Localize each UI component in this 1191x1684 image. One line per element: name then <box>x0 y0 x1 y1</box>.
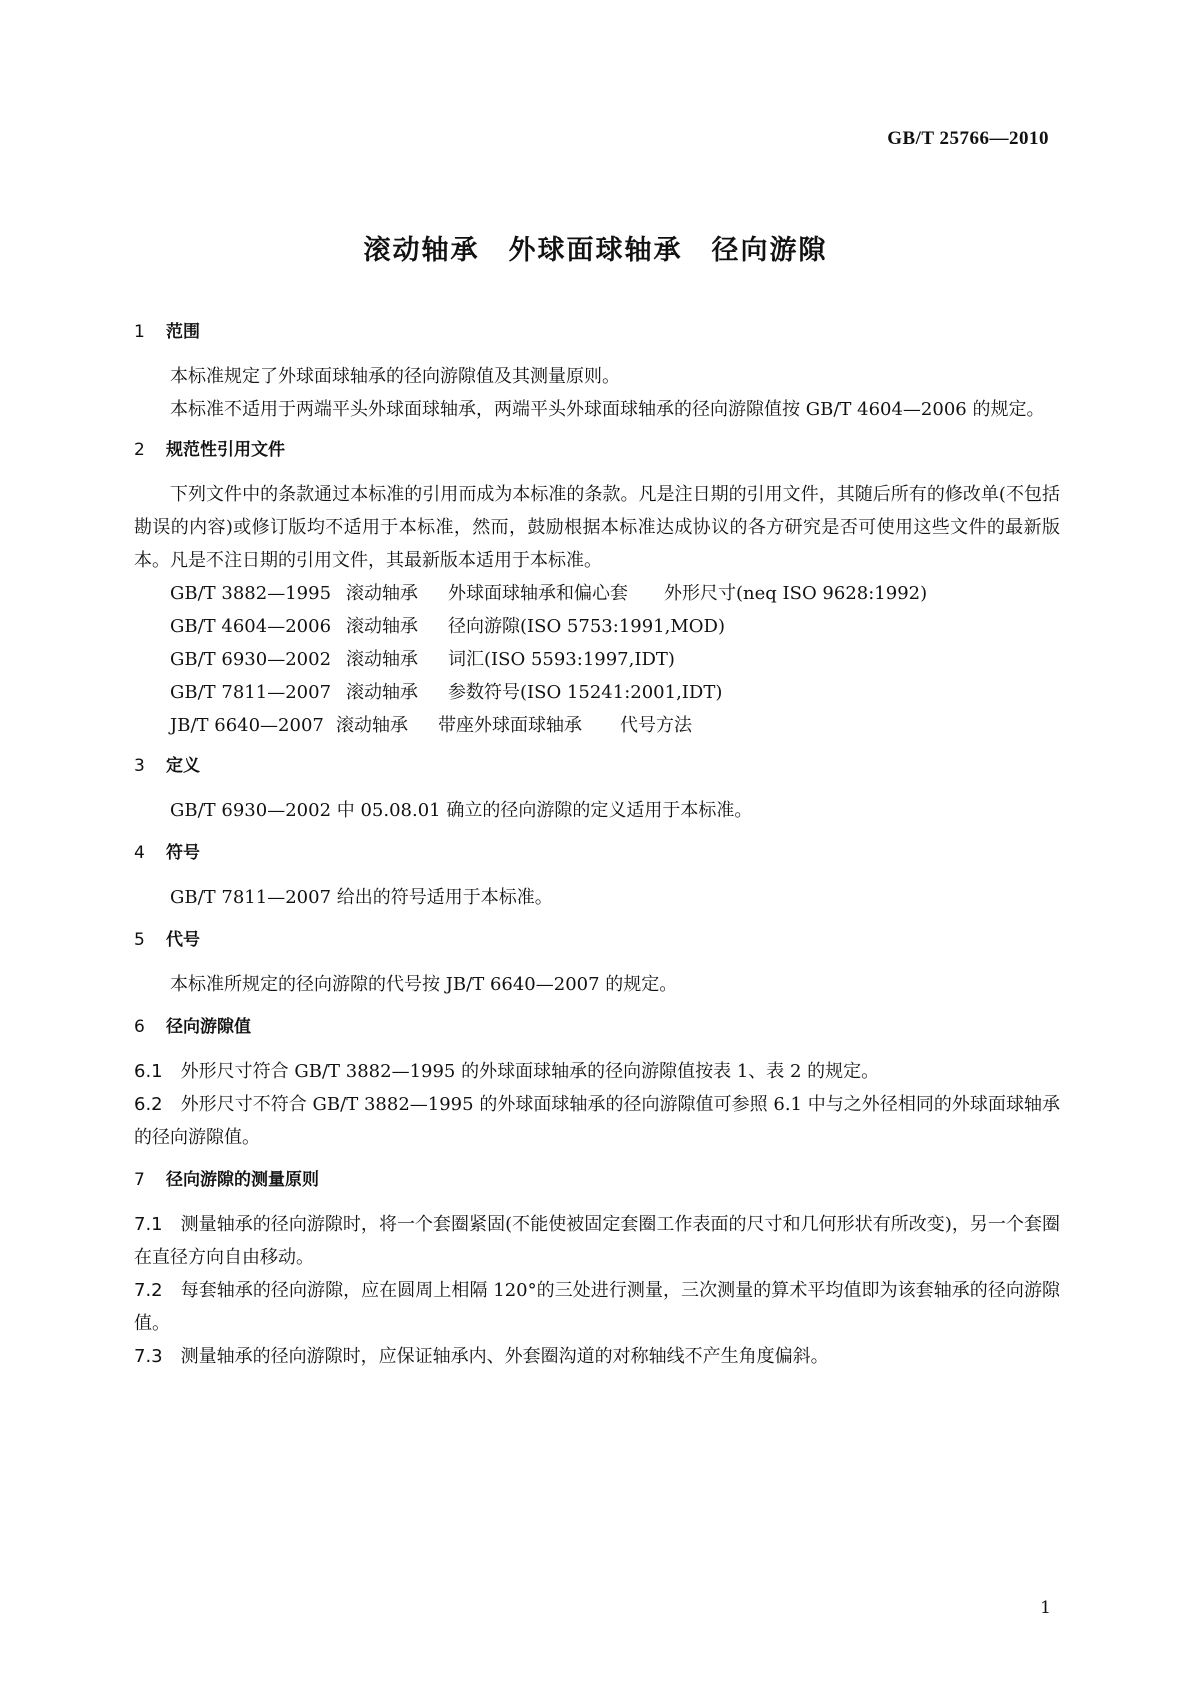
clause-7-3 <box>134 1340 1060 1373</box>
section-number: 7 <box>134 1170 145 1190</box>
paragraph: 下列文件中的条款通过本标准的引用而成为本标准的条款。凡是注日期的引用文件，其随后所有的修改单(不包括勘误的内容)或修订版均不适用于本标准，然而，鼓励根据本标准达成协议的各方研究是否可使用这些文件的最新版本。凡是不注日期的引用文件，其最新版本适用于本标准。 <box>134 484 1060 571</box>
reference-extra: 外形尺寸(neq ISO 9628:1992) <box>664 583 928 604</box>
reference-category: 滚动轴承 <box>336 715 408 736</box>
reference-item <box>134 643 1060 676</box>
section-heading-scope <box>134 318 1060 346</box>
section-heading-measurement-principles <box>134 1166 1060 1194</box>
section-title: 范围 <box>166 322 200 342</box>
reference-code: JB/T 6640—2007 <box>170 715 324 736</box>
section-heading-normative-references <box>134 436 1060 464</box>
section-title: 定义 <box>166 756 200 776</box>
reference-item <box>134 610 1060 643</box>
section-heading-radial-clearance-values <box>134 1013 1060 1041</box>
reference-extra: 代号方法 <box>620 715 692 736</box>
section-number: 5 <box>134 930 145 950</box>
reference-category: 滚动轴承 <box>346 682 418 703</box>
clause-7-2 <box>134 1274 1060 1340</box>
reference-code: GB/T 7811—2007 <box>170 682 332 703</box>
paragraph: 本标准规定了外球面球轴承的径向游隙值及其测量原则。 <box>170 366 620 387</box>
reference-category: 滚动轴承 <box>346 583 418 604</box>
clause-7-1 <box>134 1208 1060 1274</box>
section-number: 3 <box>134 756 145 776</box>
section-heading-codes <box>134 926 1060 954</box>
reference-name: 外球面球轴承和偏心套 <box>448 583 628 604</box>
reference-name: 词汇(ISO 5593:1997,IDT) <box>448 649 675 670</box>
reference-code: GB/T 3882—1995 <box>170 583 332 604</box>
section-heading-symbols <box>134 839 1060 867</box>
reference-category: 滚动轴承 <box>346 649 418 670</box>
section-number: 6 <box>134 1017 145 1037</box>
section-title: 符号 <box>166 843 200 863</box>
reference-category: 滚动轴承 <box>346 616 418 637</box>
clause-number: 7.1 <box>134 1214 163 1235</box>
document-title: 滚动轴承 外球面球轴承 径向游隙 <box>363 235 828 266</box>
reference-code: GB/T 6930—2002 <box>170 649 332 670</box>
clause-6-1 <box>134 1055 1060 1088</box>
section-number: 1 <box>134 322 145 342</box>
reference-code: GB/T 4604—2006 <box>170 616 332 637</box>
clause-number: 6.1 <box>134 1061 163 1082</box>
section-title: 径向游隙的测量原则 <box>166 1170 319 1190</box>
section-title: 代号 <box>166 930 200 950</box>
section-number: 2 <box>134 440 145 460</box>
reference-name: 径向游隙(ISO 5753:1991,MOD) <box>448 616 725 637</box>
section-title: 径向游隙值 <box>166 1017 251 1037</box>
clause-text: 测量轴承的径向游隙时，应保证轴承内、外套圈沟道的对称轴线不产生角度偏斜。 <box>180 1346 829 1367</box>
paragraph: GB/T 6930—2002 中 05.08.01 确立的径向游隙的定义适用于本标准。 <box>170 800 753 821</box>
page-number: 1 <box>1040 1598 1051 1618</box>
standard-number: GB/T 25766—2010 <box>887 128 1049 149</box>
clause-text: 每套轴承的径向游隙，应在圆周上相隔 120°的三处进行测量，三次测量的算术平均值即为该套轴承的径向游隙值。 <box>134 1280 1060 1334</box>
clause-number: 6.2 <box>134 1094 163 1115</box>
reference-item <box>134 709 1060 742</box>
paragraph: 本标准所规定的径向游隙的代号按 JB/T 6640—2007 的规定。 <box>170 974 678 995</box>
paragraph: GB/T 7811—2007 给出的符号适用于本标准。 <box>170 887 553 908</box>
clause-number: 7.2 <box>134 1280 163 1301</box>
reference-item <box>134 676 1060 709</box>
section-number: 4 <box>134 843 145 863</box>
clause-text: 外形尺寸不符合 GB/T 3882—1995 的外球面球轴承的径向游隙值可参照 6.1 中与之外径相同的外球面球轴承的径向游隙值。 <box>134 1094 1060 1148</box>
section-heading-definitions <box>134 752 1060 780</box>
reference-name: 参数符号(ISO 15241:2001,IDT) <box>448 682 723 703</box>
document-body <box>134 318 1060 1373</box>
clause-text: 外形尺寸符合 GB/T 3882—1995 的外球面球轴承的径向游隙值按表 1、表 2 的规定。 <box>180 1061 880 1082</box>
paragraph: 本标准不适用于两端平头外球面球轴承，两端平头外球面球轴承的径向游隙值按 GB/T 4604—2006 的规定。 <box>170 399 1045 420</box>
section-title: 规范性引用文件 <box>166 440 285 460</box>
clause-number: 7.3 <box>134 1346 163 1367</box>
reference-item <box>134 577 1060 610</box>
clause-6-2 <box>134 1088 1060 1154</box>
clause-text: 测量轴承的径向游隙时，将一个套圈紧固(不能使被固定套圈工作表面的尺寸和几何形状有所改变)，另一个套圈在直径方向自由移动。 <box>134 1214 1060 1268</box>
reference-name: 带座外球面球轴承 <box>438 715 582 736</box>
